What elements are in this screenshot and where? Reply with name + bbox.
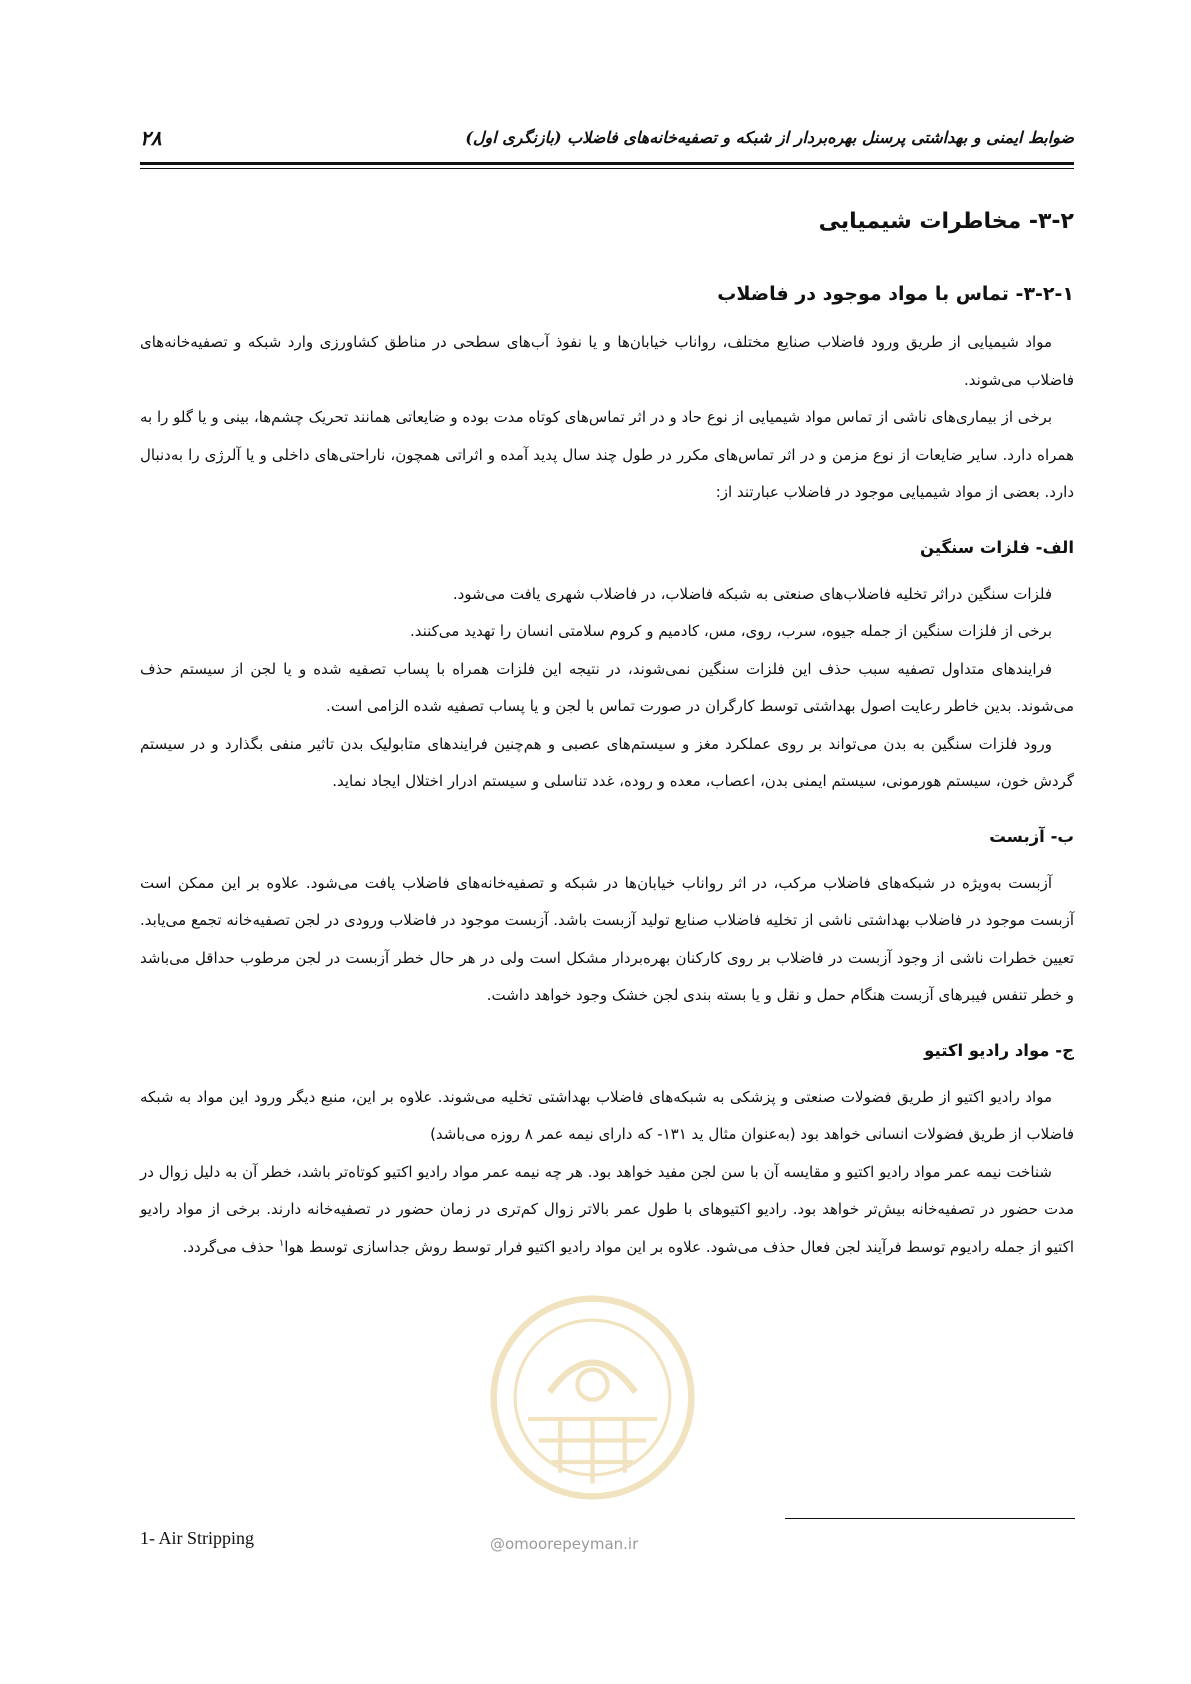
seal-watermark-icon [485, 1290, 700, 1505]
header-title: ضوابط ایمنی و بهداشتی پرسنل بهره‌بردار از شبکه و تصفیه‌خانه‌های فاضلاب (بازنگری اول) [465, 128, 1074, 147]
paragraph: ورود فلزات سنگین به بدن می‌تواند بر روی عملکرد مغز و سیستم‌های عصبی و هم‌چنین فرایندهای متابولیک بدن تاثیر منفی بگذارد و در سیستم گردش خون، سیستم هورمونی، سیستم ایمنی بدن، اعصاب، معده و روده، غدد تناسلی و سیستم ادرار اختلال ایجاد نماید. [140, 734, 1074, 790]
paragraph: برخی از فلزات سنگین از جمله جیوه، سرب، روی، مس، کادمیم و کروم سلامتی انسان را تهدید می‌کنند. [409, 622, 1052, 640]
paragraph [140, 1154, 1074, 1267]
body-text [140, 200, 1074, 1266]
footnote: 1- Air Stripping [140, 1528, 255, 1548]
header-rule-thin [140, 168, 1074, 169]
subsection-heading: ۳-۲-۱- تماس با مواد موجود در فاضلاب [717, 283, 1074, 305]
running-header [140, 128, 1074, 162]
footnote-rule [785, 1518, 1075, 1519]
paragraph: مواد رادیو اکتیو از طریق فضولات صنعتی و پزشکی به شبکه‌های فاضلاب بهداشتی تخلیه می‌شوند. علاوه بر این، منبع دیگر ورود این مواد به شبکه فاضلاب از طریق فضولات انسانی خواهد بود (به‌عنوان مثال ید ۱۳۱- که دارای نیمه عمر ۸ روزه می‌باشد) [140, 1087, 1074, 1143]
radioactive-heading: ج- مواد رادیو اکتیو [924, 1040, 1074, 1060]
page-number: ۲۸ [140, 126, 162, 150]
footnote-marker[interactable]: ۱ [278, 1237, 285, 1249]
header-rule-thick [140, 162, 1074, 165]
watermark-site: @omoorepeyman.ir [490, 1535, 639, 1553]
paragraph: آزبست به‌ویژه در شبکه‌های فاضلاب مرکب، در اثر رواناب خیابان‌ها در شبکه و تصفیه‌خانه‌های فاضلاب یافت می‌شود. علاوه بر این ممکن است آزبست موجود در فاضلاب بهداشتی ناشی از تخلیه فاضلاب صنایع تولید آزبست باشد. آزبست موجود در فاضلاب ورودی در لجن تصفیه‌خانه تجمع می‌یابد. تعیین خطرات ناشی از وجود آزبست در فاضلاب بر روی کارکنان بهره‌بردار مشکل است ولی در هر حال خطر آزبست در لجن مرطوب حداقل می‌باشد و خطر تنفس فیبرهای آزبست هنگام حمل و نقل و یا بسته بندی لجن خشک وجود خواهد داشت. [140, 873, 1074, 1004]
paragraph-text-end: حذف می‌گردد. [182, 1237, 279, 1256]
section-heading: ۳-۲- مخاطرات شیمیایی [818, 209, 1074, 234]
paragraph: فرایندهای متداول تصفیه سبب حذف این فلزات سنگین نمی‌شوند، در نتیجه این فلزات همراه با پساب تصفیه شده و یا لجن از سیستم حذف می‌شوند. بدین خاطر رعایت اصول بهداشتی توسط کارگران در صورت تماس با لجن و یا پساب تصفیه شده الزامی است. [140, 659, 1074, 715]
paragraph: برخی از بیماری‌های ناشی از تماس مواد شیمیایی از نوع حاد و در اثر تماس‌های کوتاه مدت بوده و ضایعاتی همانند تحریک چشم‌ها، بینی و یا گلو را به همراه دارد. سایر ضایعات از نوع مزمن و در اثر تماس‌های مکرر در طول چند سال پدید آمده و اثراتی همچون، ناراحتی‌های داخلی و یا آلرژی را به‌دنبال دارد. بعضی از مواد شیمیایی موجود در فاضلاب عبارتند از: [140, 408, 1074, 501]
paragraph: فلزات سنگین دراثر تخلیه فاضلاب‌های صنعتی به شبکه فاضلاب، در فاضلاب شهری یافت می‌شود. [452, 584, 1052, 603]
heavy-metals-heading: الف- فلزات سنگین [919, 537, 1074, 557]
paragraph-text: شناخت نیمه عمر مواد رادیو اکتیو و مقایسه آن با سن لجن مفید خواهد بود. هر چه نیمه عمر مواد رادیو اکتیو کوتاه‌تر باشد، خطر آن به دلیل زوال در مدت حضور در تصفیه‌خانه بیش‌تر خواهد بود. رادیو اکتیوهای با طول عمر بالاتر زوال کم‌تری در زمان حضور در تصفیه‌خانه دارند. برخی از مواد رادیو اکتیو از جمله رادیوم توسط فرآیند لجن فعال حذف می‌شود. علاوه بر این مواد رادیو اکتیو فرار توسط روش جداسازی توسط هوا [140, 1162, 1074, 1256]
paragraph: مواد شیمیایی از طریق ورود فاضلاب صنایع مختلف، رواناب خیابان‌ها و یا نفوذ آب‌های سطحی در مناطق کشاورزی وارد شبکه و تصفیه‌خانه‌های فاضلاب می‌شوند. [140, 333, 1074, 389]
asbestos-heading: ب- آزبست [989, 826, 1074, 846]
